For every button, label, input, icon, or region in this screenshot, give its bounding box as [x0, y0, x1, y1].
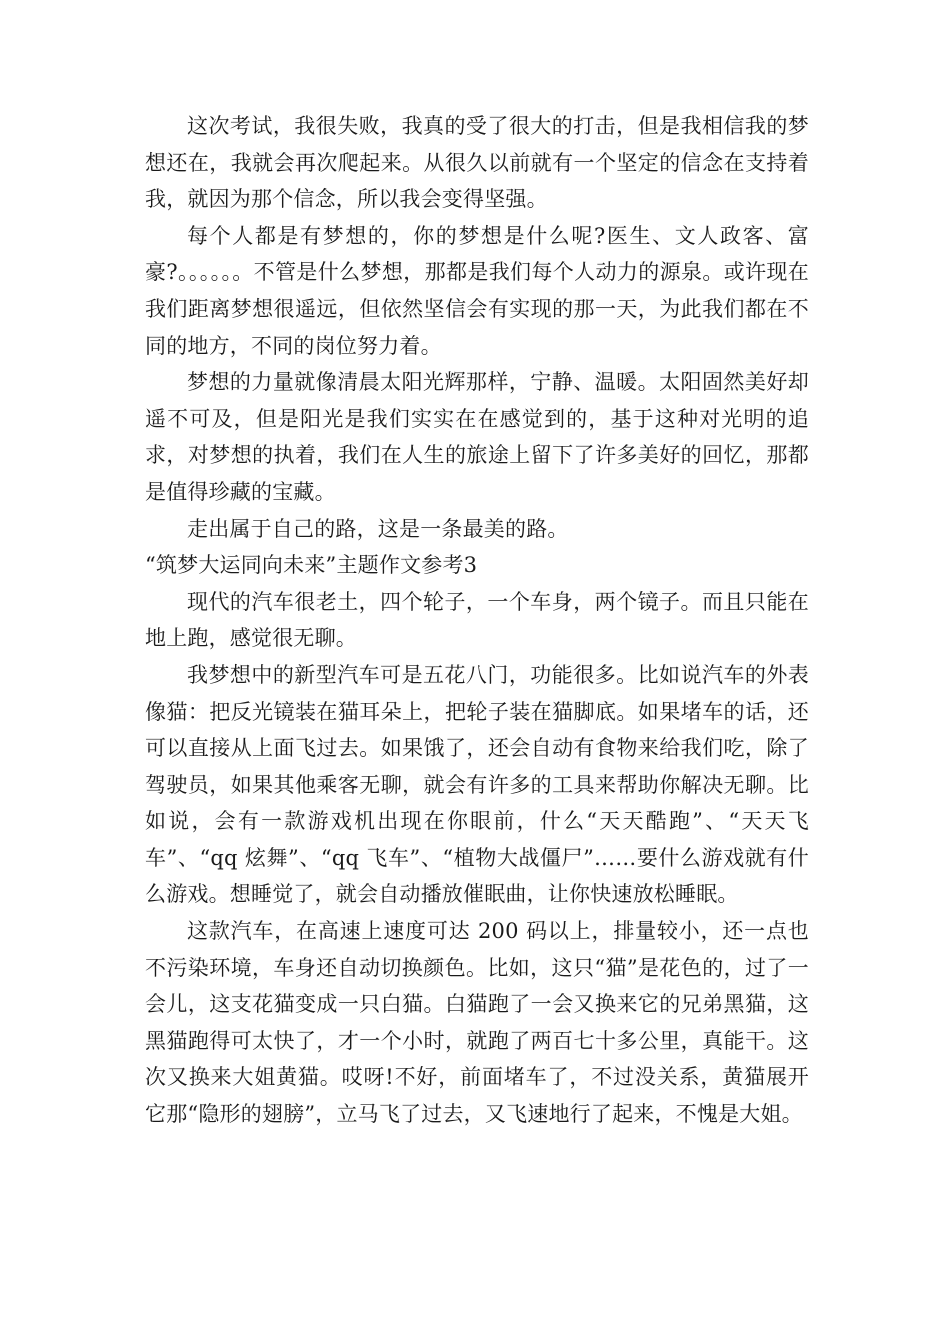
paragraph: 我梦想中的新型汽车可是五花八门，功能很多。比如说汽车的外表像猫：把反光镜装在猫耳朵上，把轮子装在猫脚底。如果堵车的话，还可以直接从上面飞过去。如果饿了，还会自动有食物来给我们吃，除了驾驶员，如果其他乘客无聊，就会有许多的工具来帮助你解决无聊。比如说，会有一款游戏机出现在你眼前，什么“天天酷跑”、“天天飞车”、“qq 炫舞”、“qq 飞车”、“植物大战僵尸”……要什么游戏就有什么游戏。想睡觉了，就会自动播放催眠曲，让你快速放松睡眠。 [145, 662, 809, 907]
section-heading: “筑梦大运同向未来”主题作文参考3 [145, 553, 478, 578]
paragraph: 这次考试，我很失败，我真的受了很大的打击，但是我相信我的梦想还在，我就会再次爬起来。从很久以前就有一个坚定的信念在支持着我，就因为那个信念，所以我会变得坚强。 [145, 114, 809, 212]
paragraph: 现代的汽车很老土，四个轮子，一个车身，两个镜子。而且只能在地上跑，感觉很无聊。 [145, 589, 809, 651]
paragraph: 走出属于自己的路，这是一条最美的路。 [187, 516, 569, 541]
paragraph: 这款汽车，在高速上速度可达 200 码以上，排量较小，还一点也不污染环境，车身还自动切换颜色。比如，这只“猫”是花色的，过了一会儿，这支花猫变成一只白猫。白猫跑了一会又换来它的兄弟黑猫，这黑猫跑得可太快了，才一个小时，就跑了两百七十多公里，真能干。这次又换来大姐黄猫。哎呀!不好，前面堵车了，不过没关系，黄猫展开它那“隐形的翅膀”，立马飞了过去，又飞速地行了起来，不愧是大姐。 [145, 919, 809, 1127]
paragraph: 梦想的力量就像清晨太阳光辉那样，宁静、温暖。太阳固然美好却遥不可及，但是阳光是我们实实在在感觉到的，基于这种对光明的追求，对梦想的执着，我们在人生的旅途上留下了许多美好的回忆，那都是值得珍藏的宝藏。 [145, 370, 809, 504]
document-body [145, 108, 809, 1133]
paragraph: 每个人都是有梦想的，你的梦想是什么呢?医生、文人政客、富豪?。。。。。。不管是什么梦想，那都是我们每个人动力的源泉。或许现在我们距离梦想很遥远，但依然坚信会有实现的那一天，为此我们都在不同的地方，不同的岗位努力着。 [145, 223, 809, 358]
